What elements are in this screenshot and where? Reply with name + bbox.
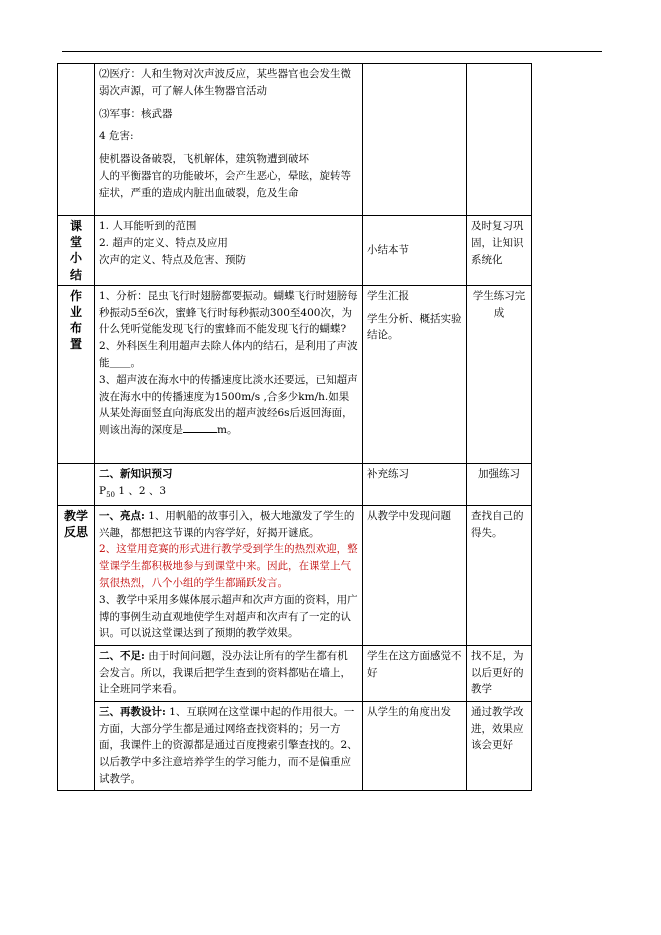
highlights-purpose: 查找自己的得失。 — [467, 505, 532, 645]
shortage-purpose: 找不足，为以后更好的教学 — [467, 645, 532, 701]
homework-question-2: 2、外科医生利用超声去除人体内的结石，是利用了声波能＿＿。 — [99, 340, 358, 369]
homework-question-3: 3、超声波在海水中的传播速度比淡水还要远，已知超声波在海水中的传播速度为1500m/s ,合多少km/h.如果从某处海面竖直向海底发出的超声波经6s后返回海面，则该出海的深度是 m。 — [99, 373, 358, 437]
reflection-redesign: 三、再教设计: 1、互联网在这堂课中起的作用很大。一方面，大部分学生都是通过网络查找资料的；另一方面，我课件上的资源都是通过百度搜索引擎查找的。2、以后教学中多注意培养学生的学习能力，而不是偏重应试教学。 — [95, 701, 363, 790]
shortage-student-activity: 学生在这方面感觉不好 — [363, 645, 467, 701]
redesign-heading: 三、再教设计: — [99, 705, 166, 718]
highlights-heading: 一、亮点: — [99, 509, 145, 522]
student-activity-cell — [363, 64, 467, 216]
text-line: ⑶军事：核武器 — [99, 107, 173, 120]
row-label-empty — [58, 64, 95, 216]
row-label-summary: 课 堂 小 结 — [58, 216, 95, 286]
table-row-reflection-redesign — [58, 701, 532, 790]
summary-content — [95, 216, 363, 286]
preview-heading: 二、新知识预习 — [99, 467, 173, 480]
homework-student-activity: 学生汇报 学生分析、概括实验结论。 — [363, 285, 467, 463]
text-line: 次声的定义、特点及危害、预防 — [99, 253, 246, 266]
text-line: 4 危害: — [99, 130, 134, 143]
summary-purpose: 及时复习巩固，让知识系统化 — [467, 216, 532, 286]
table-row-preview — [58, 463, 532, 505]
text-line: 2. 超声的定义、特点及应用 — [99, 236, 228, 249]
row-label-homework: 作 业 布 置 — [58, 285, 95, 463]
table-row-application — [58, 64, 532, 216]
answer-blank — [183, 422, 217, 433]
highlights-student-activity: 从教学中发现问题 — [363, 505, 467, 645]
homework-purpose: 学生练习完成 — [467, 285, 532, 463]
preview-student-activity: 补充练习 — [363, 463, 467, 505]
table-row-reflection-shortage — [58, 645, 532, 701]
table-row-summary — [58, 216, 532, 286]
row-label-reflection: 教学 反思 — [58, 505, 95, 790]
table-row-homework — [58, 285, 532, 463]
reflection-shortage: 二、不足: 由于时间问题，没办法让所有的学生都有机会发言。所以，我课后把学生查到的资料都贴在墙上，让全班同学来看。 — [95, 645, 363, 701]
redesign-purpose: 通过教学改进，效果应该会更好 — [467, 701, 532, 790]
preview-purpose: 加强练习 — [467, 463, 532, 505]
highlight-item-red: 2、这堂用竞赛的形式进行教学受到学生的热烈欢迎，整堂课学生都积极地参与到课堂中来。因此，在课堂上气氛很热烈，八个小组的学生都踊跃发言。 — [99, 543, 358, 589]
homework-content — [95, 285, 363, 463]
redesign-student-activity: 从学生的角度出发 — [363, 701, 467, 790]
header-rule — [62, 51, 602, 52]
homework-question-1: 1、分析：昆虫飞行时翅膀都要振动。蝴蝶飞行时翅膀每秒振动5至6次，蜜蜂飞行时每秒振动300至400次，为什么凭听觉能发现飞行的蜜蜂而不能发现飞行的蝴蝶? — [99, 289, 358, 336]
highlight-item: 3、教学中采用多媒体展示超声和次声方面的资料，用广博的事例生动直观地使学生对超声和次声有了一定的认识。可以说这堂课达到了预期的教学效果。 — [99, 593, 358, 640]
application-content — [95, 64, 363, 216]
reflection-highlights: 一、亮点: 1、用帆船的故事引入，极大地激发了学生的兴趣，都想把这节课的内容学好，好揭开谜底。 2、这堂用竞赛的形式进行教学受到学生的热烈欢迎，整堂课学生都积极地参与到课堂中来。因此，在课堂上气氛很热烈，八个小组的学生都踊跃发言。 3、教学中采用多媒体展示超声和次声方面的资料，用广博的事例生动直观地使学生对超声和次声有了一定的认识。可以说这堂课达到了预期的教学效果。 — [95, 505, 363, 645]
table-row-reflection-highlights — [58, 505, 532, 645]
lesson-plan-table — [57, 63, 532, 791]
shortage-heading: 二、不足: — [99, 649, 145, 662]
preview-pages: $P_{50}$ 1 、2 、3 — [99, 484, 167, 499]
text-line: 使机器设备破裂，飞机解体，建筑物遭到破坏 — [99, 153, 309, 166]
text-line: 人的平衡器官的功能破坏，会产生恶心，晕眩，旋转等症状，严重的造成内脏出血破裂，危及生命 — [99, 169, 351, 199]
text-line: ⑵医疗：人和生物对次声波反应，某些器官也会发生微弱次声源，可了解人体生物器官活动 — [99, 68, 351, 97]
preview-content — [95, 463, 363, 505]
purpose-cell — [467, 64, 532, 216]
row-label-empty — [58, 463, 95, 505]
summary-student-activity: 小结本节 — [363, 216, 467, 286]
text-line: 1. 人耳能听到的范围 — [99, 220, 197, 232]
